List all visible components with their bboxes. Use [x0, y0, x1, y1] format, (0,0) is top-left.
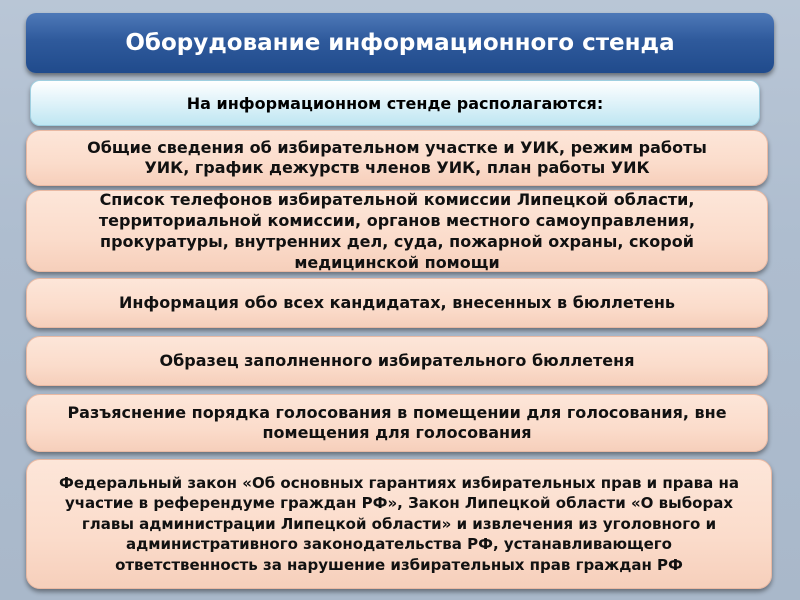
slide-title-text: Оборудование информационного стенда: [125, 30, 675, 56]
list-item-ballot-sample: [26, 336, 768, 386]
list-item-federal-law: [26, 459, 772, 589]
list-item-text: Образец заполненного избирательного бюллетеня: [159, 351, 635, 370]
list-item-general-info: [26, 130, 768, 186]
subtitle-box: [30, 80, 760, 126]
slide-title: [26, 13, 774, 73]
list-item-text: Информация обо всех кандидатах, внесенных в бюллетень: [118, 293, 676, 312]
list-item-text: Федеральный закон «Об основных гарантиях избирательных прав и права на участие в референдуме граждан РФ», Закон Липецкой области «О выборах главы администрации Липецкой области» и извлечения из уголовного и административного законодательства РФ, устанавливающего ответственность за нарушение избирательных прав граждан РФ: [59, 473, 739, 574]
list-item-voting-procedure: [26, 394, 768, 452]
list-item-candidates: [26, 278, 768, 328]
list-item-text: Список телефонов избирательной комиссии Липецкой области, территориальной комиссии, органов местного самоуправления, прокуратуры, внутренних дел, суда, пожарной охраны, скорой медицинской помощи: [98, 190, 696, 272]
list-item-text: Общие сведения об избирательном участке и УИК, режим работы УИК, график дежурств членов УИК, план работы УИК: [87, 138, 707, 177]
subtitle-text: На информационном стенде располагаются:: [186, 93, 604, 113]
list-item-phone-list: [26, 190, 768, 272]
list-item-text: Разъяснение порядка голосования в помещении для голосования, вне помещения для голосования: [67, 403, 727, 442]
